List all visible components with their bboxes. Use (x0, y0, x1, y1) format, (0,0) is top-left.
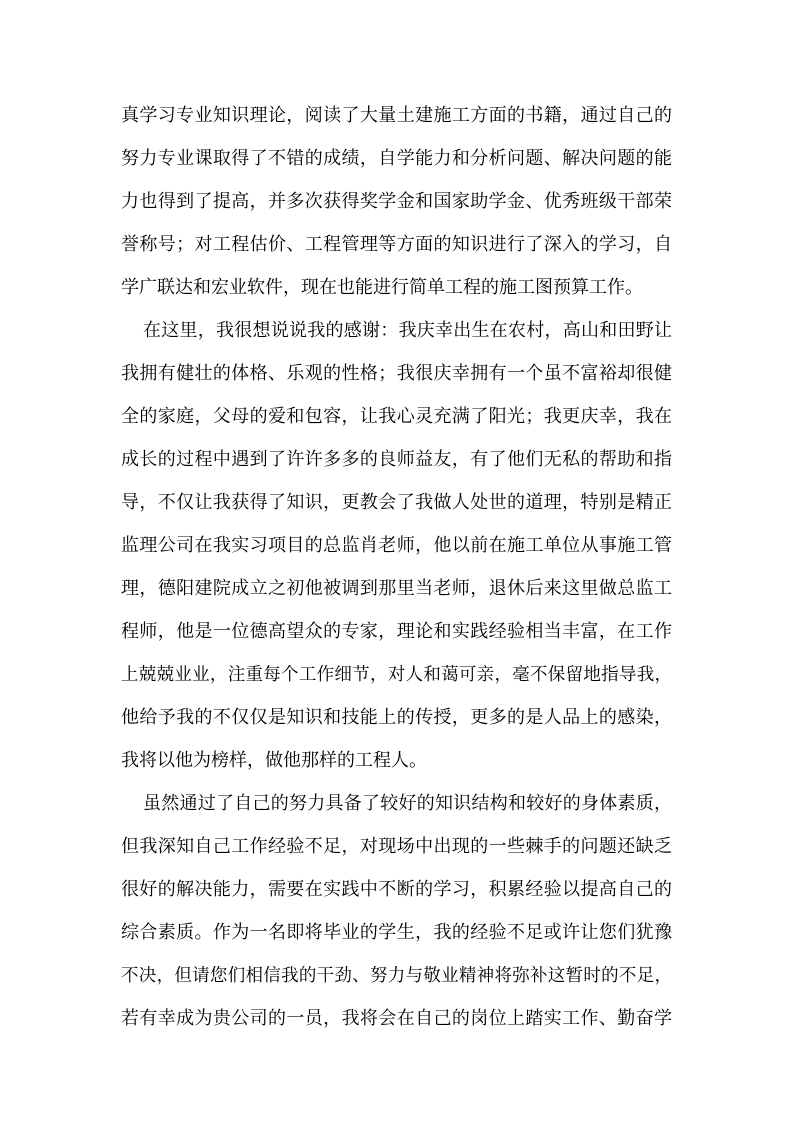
text-line: 成长的过程中遇到了许许多多的良师益友，有了他们无私的帮助和指 (121, 449, 672, 470)
text-line: 在这里，我很想说说我的感谢：我庆幸出生在农村，高山和田野让 (143, 320, 672, 341)
text-line: 但我深知自己工作经验不足，对现场中出现的一些棘手的问题还缺乏 (121, 836, 672, 857)
text-line: 不决，但请您们相信我的干劲、努力与敬业精神将弥补这暂时的不足， (121, 966, 672, 986)
text-line: 程师，他是一位德高望众的专家，理论和实践经验相当丰富，在工作 (121, 621, 672, 642)
text-line: 全的家庭，父母的爱和包容，让我心灵充满了阳光；我更庆幸，我在 (121, 406, 672, 427)
text-line: 很好的解决能力，需要在实践中不断的学习，积累经验以提高自己的 (121, 879, 672, 900)
text-line: 力也得到了提高，并多次获得奖学金和国家助学金、优秀班级干部荣 (121, 191, 672, 212)
text-line: 导，不仅让我获得了知识，更教会了我做人处世的道理，特别是精正 (121, 492, 672, 513)
text-line: 努力专业课取得了不错的成绩，自学能力和分析问题、解决问题的能 (121, 148, 672, 169)
text-line: 我将以他为榜样，做他那样的工程人。 (121, 750, 427, 771)
text-line: 若有幸成为贵公司的一员，我将会在自己的岗位上踏实工作、勤奋学 (121, 1008, 672, 1029)
text-line: 综合素质。作为一名即将毕业的学生，我的经验不足或许让您们犹豫 (121, 922, 672, 943)
text-line: 誉称号；对工程估价、工程管理等方面的知识进行了深入的学习，自 (121, 234, 672, 255)
text-line: 理，德阳建院成立之初他被调到那里当老师，退休后来这里做总监工 (121, 578, 672, 599)
text-line: 上兢兢业业，注重每个工作细节，对人和蔼可亲，毫不保留地指导我， (121, 665, 672, 685)
text-line: 他给予我的不仅仅是知识和技能上的传授，更多的是人品上的感染， (121, 707, 672, 728)
text-line: 真学习专业知识理论，阅读了大量土建施工方面的书籍，通过自己的 (121, 105, 672, 126)
text-line: 学广联达和宏业软件，现在也能进行简单工程的施工图预算工作。 (121, 277, 643, 298)
text-line: 监理公司在我实习项目的总监肖老师，他以前在施工单位从事施工管 (121, 535, 672, 556)
text-line: 虽然通过了自己的努力具备了较好的知识结构和较好的身体素质， (143, 793, 672, 814)
text-line: 我拥有健壮的体格、乐观的性格；我很庆幸拥有一个虽不富裕却很健 (121, 363, 672, 384)
